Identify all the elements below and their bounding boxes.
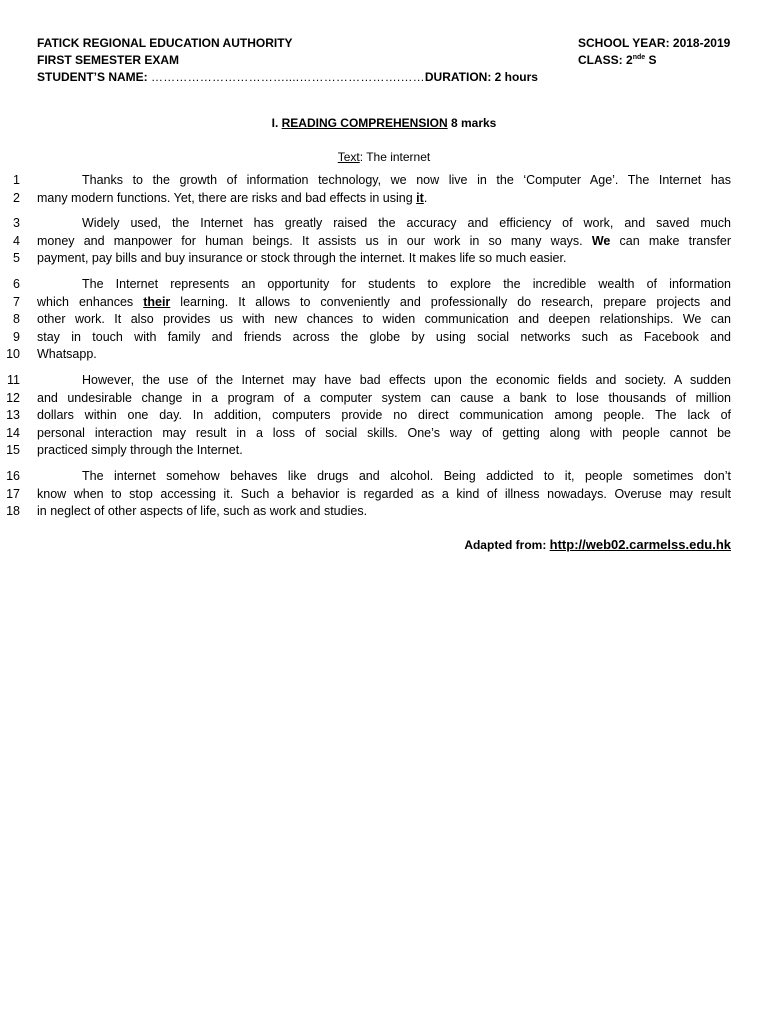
text-line <box>0 233 768 251</box>
line-number: 1 <box>13 173 20 187</box>
line-text <box>37 346 731 364</box>
line-text <box>37 442 731 460</box>
line-text <box>37 250 731 268</box>
paragraph-1 <box>0 172 768 207</box>
line-number: 10 <box>6 347 20 362</box>
class-suffix: S <box>645 53 657 67</box>
source-label: Adapted from: <box>464 538 550 552</box>
line-text <box>37 486 731 504</box>
line-text <box>37 311 731 329</box>
line-number: 13 <box>6 408 20 423</box>
line-segment: personal interaction may result in a loss of social skills. One’s way of getting along with people cannot be <box>37 425 731 440</box>
line-segment: know when to stop accessing it. Such a behavior is regarded as a kind of illness nowadays. Overuse may result <box>37 486 731 501</box>
text-line <box>0 276 768 294</box>
line-segment: Thanks to the growth of information technology, we now live in the ‘Computer Age’. The Internet has <box>82 173 731 187</box>
line-number: 11 <box>7 373 20 387</box>
line-segment: The Internet represents an opportunity for students to explore the incredible wealth of information <box>82 277 731 291</box>
line-number: 12 <box>6 390 20 405</box>
line-text <box>37 276 731 294</box>
line-segment: Whatsapp. <box>37 347 97 362</box>
line-segment: many modern functions. Yet, there are risks and bad effects in using <box>37 190 417 205</box>
paragraph-2 <box>0 215 768 268</box>
line-segment: money and manpower for human beings. It assists us in our work in so many ways. <box>37 233 592 248</box>
section-marks: 8 marks <box>447 116 497 130</box>
section-heading: READING COMPREHENSION <box>281 116 448 130</box>
line-number: 3 <box>13 216 20 230</box>
duration: DURATION: 2 hours <box>424 70 538 84</box>
text-line <box>0 250 768 268</box>
class-label <box>578 52 730 69</box>
text-line <box>0 442 768 460</box>
text-title-rest: : The internet <box>359 150 431 164</box>
line-number: 6 <box>13 277 20 291</box>
section-title <box>0 116 768 130</box>
reference-word-it: it <box>416 190 424 205</box>
source-link[interactable]: http://web02.carmelss.edu.hk <box>549 537 731 552</box>
line-number: 8 <box>13 312 20 327</box>
class-prefix: CLASS: 2 <box>578 53 633 67</box>
text-line <box>0 294 768 312</box>
class-superscript: nde <box>632 54 646 61</box>
line-segment: However, the use of the Internet may have bad effects upon the economic fields and society. A sudden <box>82 373 731 387</box>
text-line <box>0 215 768 233</box>
line-text <box>37 407 731 425</box>
text-line <box>0 311 768 329</box>
line-number: 2 <box>13 190 20 205</box>
line-number: 14 <box>6 425 20 440</box>
line-number: 15 <box>6 443 20 458</box>
line-segment: which enhances <box>37 294 144 309</box>
line-segment: payment, pay bills and buy insurance or stock through the internet. It makes life so much easier. <box>37 251 567 266</box>
line-text <box>37 233 731 251</box>
exam-name: FIRST SEMESTER EXAM <box>37 53 180 67</box>
reference-word-we: We <box>591 233 611 248</box>
line-segment: and undesirable change in a program of a computer system can cause a bank to lose thousands of million <box>37 390 731 405</box>
text-line <box>0 468 768 486</box>
student-name-row <box>37 69 538 86</box>
line-number: 5 <box>13 251 20 266</box>
line-segment: learning. It allows to conveniently and professionally do research, prepare projects and <box>170 294 731 309</box>
paragraph-4 <box>0 372 768 460</box>
line-segment: The internet somehow behaves like drugs and alcohol. Being addicted to it, people sometimes don’t <box>82 469 731 483</box>
text-title <box>0 150 768 164</box>
text-line <box>0 425 768 443</box>
line-text <box>37 468 731 486</box>
exam-header <box>37 35 730 86</box>
line-segment: . <box>423 190 428 205</box>
text-line <box>0 390 768 408</box>
text-line <box>0 503 768 521</box>
line-segment: other work. It also provides us with new chances to widen communication and deepen relationships. We can <box>37 312 731 327</box>
line-text <box>37 425 731 443</box>
line-number: 9 <box>13 329 20 344</box>
line-segment: practiced simply through the Internet. <box>37 443 243 458</box>
line-segment: dollars within one day. In addition, computers provide no direct communication among people. The lack of <box>37 408 731 423</box>
text-line <box>0 329 768 347</box>
student-name-label: STUDENT’S NAME: <box>37 70 151 84</box>
line-segment: stay in touch with family and friends across the globe by using social networks such as Facebook and <box>37 329 731 344</box>
text-line <box>0 372 768 390</box>
school-year: SCHOOL YEAR: 2018-2019 <box>578 36 731 50</box>
text-line <box>0 407 768 425</box>
section-prefix: I. <box>271 116 282 130</box>
line-segment: Widely used, the Internet has greatly raised the accuracy and efficiency of work, and saved much <box>82 216 731 230</box>
reference-word-their: their <box>143 294 171 309</box>
line-text <box>37 372 731 390</box>
line-text <box>37 329 731 347</box>
text-line <box>0 346 768 364</box>
text-line <box>0 486 768 504</box>
line-text <box>37 172 731 190</box>
line-segment: can make transfer <box>610 233 731 248</box>
line-number: 4 <box>13 233 20 248</box>
paragraph-5 <box>0 468 768 521</box>
line-text <box>37 190 731 208</box>
line-number: 16 <box>6 469 20 483</box>
line-number: 17 <box>6 486 20 501</box>
authority-name: FATICK REGIONAL EDUCATION AUTHORITY <box>37 36 293 50</box>
line-text <box>37 390 731 408</box>
paragraph-3 <box>0 276 768 364</box>
text-line <box>0 172 768 190</box>
line-segment: in neglect of other aspects of life, such as work and studies. <box>37 504 368 519</box>
student-name-blank: ……………………………....…………………….…… <box>151 70 425 84</box>
line-number: 7 <box>13 294 20 309</box>
line-number: 18 <box>6 504 20 519</box>
source-citation <box>464 537 731 552</box>
text-line <box>0 190 768 208</box>
line-text <box>37 294 731 312</box>
text-label: Text <box>337 150 360 164</box>
line-text <box>37 215 731 233</box>
line-text <box>37 503 731 521</box>
